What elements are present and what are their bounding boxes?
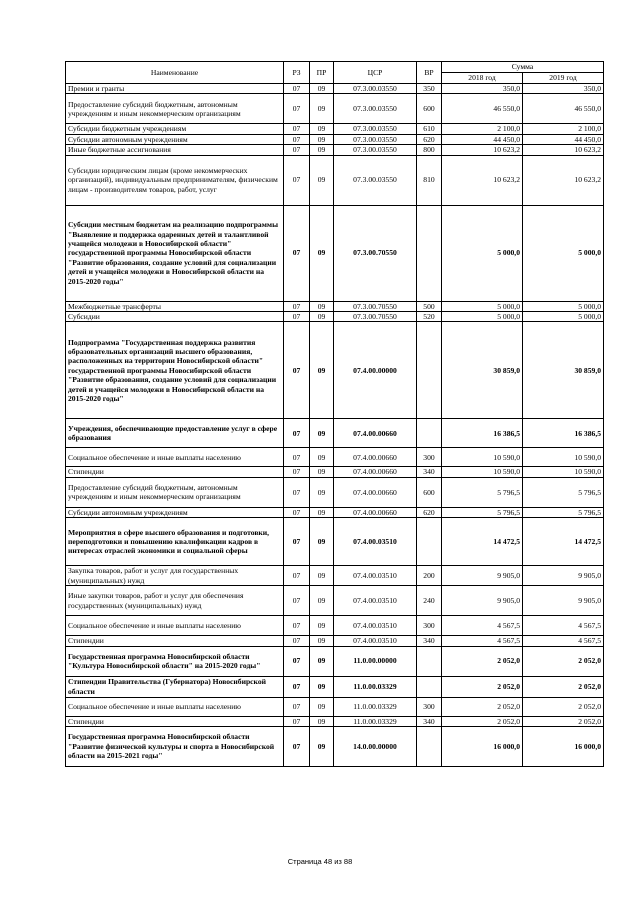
cell-csr: 07.3.00.03550 [334, 155, 417, 205]
cell-sum-2019: 4 567,5 [523, 616, 604, 636]
header-rz: РЗ [284, 62, 310, 84]
cell-rz: 07 [284, 301, 310, 311]
cell-rz: 07 [284, 697, 310, 716]
cell-vr [417, 676, 442, 697]
table-row [66, 124, 604, 134]
cell-name: Стипендии [66, 716, 284, 726]
cell-pr: 09 [310, 616, 334, 636]
cell-rz: 07 [284, 676, 310, 697]
cell-csr: 07.4.00.00660 [334, 467, 417, 477]
cell-sum-2018: 16 000,0 [442, 727, 523, 767]
cell-pr: 09 [310, 124, 334, 134]
cell-rz: 07 [284, 322, 310, 419]
table-row [66, 155, 604, 205]
cell-sum-2018: 44 450,0 [442, 134, 523, 144]
cell-rz: 07 [284, 312, 310, 322]
cell-name: Социальное обеспечение и иные выплаты населению [66, 697, 284, 716]
cell-pr: 09 [310, 477, 334, 507]
cell-csr: 07.4.00.03510 [334, 518, 417, 566]
table-row [66, 477, 604, 507]
cell-sum-2019: 5 796,5 [523, 507, 604, 517]
budget-sheet [65, 61, 603, 767]
cell-sum-2019: 16 000,0 [523, 727, 604, 767]
table-row [66, 676, 604, 697]
cell-name: Мероприятия в сфере высшего образования и подготовки, переподготовки и повышению квалификации кадров в интересах отраслей экономики и социальной сферы [66, 518, 284, 566]
cell-name: Государственная программа Новосибирской области "Культура Новосибирской области" на 2015-2020 годы" [66, 646, 284, 676]
cell-vr: 600 [417, 477, 442, 507]
cell-sum-2018: 46 550,0 [442, 94, 523, 124]
cell-sum-2019: 2 052,0 [523, 716, 604, 726]
table-row [66, 716, 604, 726]
cell-rz: 07 [284, 145, 310, 155]
cell-name: Субсидии юридическим лицам (кроме некоммерческих организаций), индивидуальным предпринимателям, физическим лицам - производителям товаров, работ, услуг [66, 155, 284, 205]
cell-sum-2018: 10 623,2 [442, 155, 523, 205]
header-sum: Сумма [442, 62, 604, 73]
cell-pr: 09 [310, 586, 334, 616]
cell-csr: 07.4.00.00660 [334, 448, 417, 467]
table-row [66, 467, 604, 477]
cell-csr: 07.4.00.03510 [334, 636, 417, 646]
cell-sum-2019: 10 590,0 [523, 448, 604, 467]
table-row [66, 616, 604, 636]
header-vr: ВР [417, 62, 442, 84]
cell-pr: 09 [310, 697, 334, 716]
cell-sum-2018: 5 000,0 [442, 301, 523, 311]
cell-rz: 07 [284, 467, 310, 477]
table-row [66, 448, 604, 467]
cell-name: Подпрограмма "Государственная поддержка развития образовательных организаций высшего образования, расположенных на территории Новосибирской области" государственной программы Новосибирской области "Развитие образования, создание условий для социализации детей и учащейся молодежи в Новосибирской области на 2015-2020 годы" [66, 322, 284, 419]
cell-sum-2018: 2 052,0 [442, 716, 523, 726]
cell-sum-2018: 5 000,0 [442, 312, 523, 322]
table-row [66, 518, 604, 566]
cell-name: Субсидии автономным учреждениям [66, 134, 284, 144]
cell-sum-2019: 46 550,0 [523, 94, 604, 124]
cell-sum-2019: 5 000,0 [523, 312, 604, 322]
cell-sum-2018: 9 905,0 [442, 586, 523, 616]
cell-vr [417, 646, 442, 676]
table-row [66, 727, 604, 767]
cell-pr: 09 [310, 301, 334, 311]
cell-pr: 09 [310, 727, 334, 767]
cell-rz: 07 [284, 84, 310, 94]
header-csr: ЦСР [334, 62, 417, 84]
cell-sum-2019: 10 623,2 [523, 155, 604, 205]
cell-name: Государственная программа Новосибирской области "Развитие физической культуры и спорта в Новосибирской области на 2015-2021 годы" [66, 727, 284, 767]
cell-csr: 07.4.00.00660 [334, 477, 417, 507]
cell-sum-2019: 10 623,2 [523, 145, 604, 155]
table-row [66, 84, 604, 94]
cell-rz: 07 [284, 477, 310, 507]
cell-rz: 07 [284, 124, 310, 134]
cell-csr: 07.4.00.00000 [334, 322, 417, 419]
cell-rz: 07 [284, 518, 310, 566]
cell-csr: 11.0.00.03329 [334, 697, 417, 716]
cell-csr: 14.0.00.00000 [334, 727, 417, 767]
cell-pr: 09 [310, 205, 334, 301]
cell-pr: 09 [310, 419, 334, 448]
cell-vr: 600 [417, 94, 442, 124]
cell-vr [417, 205, 442, 301]
cell-rz: 07 [284, 727, 310, 767]
table-row [66, 134, 604, 144]
cell-vr: 300 [417, 616, 442, 636]
cell-pr: 09 [310, 322, 334, 419]
cell-sum-2019: 5 796,5 [523, 477, 604, 507]
cell-sum-2018: 5 796,5 [442, 507, 523, 517]
cell-sum-2019: 10 590,0 [523, 467, 604, 477]
cell-vr: 300 [417, 448, 442, 467]
cell-csr: 07.3.00.03550 [334, 124, 417, 134]
table-header [66, 62, 604, 84]
cell-pr: 09 [310, 507, 334, 517]
cell-pr: 09 [310, 566, 334, 586]
cell-sum-2018: 16 386,5 [442, 419, 523, 448]
cell-rz: 07 [284, 419, 310, 448]
cell-vr: 520 [417, 312, 442, 322]
table-row [66, 697, 604, 716]
cell-sum-2019: 9 905,0 [523, 586, 604, 616]
cell-pr: 09 [310, 155, 334, 205]
cell-pr: 09 [310, 676, 334, 697]
table-row [66, 646, 604, 676]
cell-pr: 09 [310, 518, 334, 566]
cell-vr: 340 [417, 636, 442, 646]
table-body [66, 84, 604, 767]
cell-pr: 09 [310, 145, 334, 155]
cell-sum-2019: 14 472,5 [523, 518, 604, 566]
cell-rz: 07 [284, 566, 310, 586]
cell-sum-2018: 30 859,0 [442, 322, 523, 419]
cell-name: Стипендии Правительства (Губернатора) Новосибирской области [66, 676, 284, 697]
cell-vr: 340 [417, 716, 442, 726]
cell-vr: 810 [417, 155, 442, 205]
cell-csr: 07.4.00.00660 [334, 419, 417, 448]
cell-name: Предоставление субсидий бюджетным, автономным учреждениям и иным некоммерческим организациям [66, 477, 284, 507]
cell-sum-2018: 14 472,5 [442, 518, 523, 566]
cell-csr: 07.4.00.00660 [334, 507, 417, 517]
cell-sum-2019: 4 567,5 [523, 636, 604, 646]
cell-name: Предоставление субсидий бюджетным, автономным учреждениям и иным некоммерческим организациям [66, 94, 284, 124]
cell-sum-2018: 5 796,5 [442, 477, 523, 507]
table-row [66, 94, 604, 124]
cell-sum-2018: 350,0 [442, 84, 523, 94]
cell-sum-2018: 5 000,0 [442, 205, 523, 301]
cell-name: Субсидии бюджетным учреждениям [66, 124, 284, 134]
cell-name: Иные бюджетные ассигнования [66, 145, 284, 155]
table-row [66, 312, 604, 322]
cell-sum-2019: 2 052,0 [523, 676, 604, 697]
cell-pr: 09 [310, 84, 334, 94]
cell-name: Субсидии местным бюджетам на реализацию подпрограммы "Выявление и поддержка одаренных детей и талантливой учащейся молодежи в Новосибирской области" государственной программы Новосибирской области "Развитие образования, создание условий для социализации детей и учащейся молодежи в Новосибирской области на 2015-2020 годы" [66, 205, 284, 301]
cell-pr: 09 [310, 467, 334, 477]
cell-csr: 11.0.00.00000 [334, 646, 417, 676]
cell-csr: 07.3.00.70550 [334, 301, 417, 311]
cell-sum-2019: 2 052,0 [523, 646, 604, 676]
cell-vr [417, 518, 442, 566]
header-pr: ПР [310, 62, 334, 84]
cell-name: Учреждения, обеспечивающие предоставление услуг в сфере образования [66, 419, 284, 448]
cell-sum-2018: 2 052,0 [442, 697, 523, 716]
cell-rz: 07 [284, 94, 310, 124]
cell-vr: 200 [417, 566, 442, 586]
cell-vr: 620 [417, 507, 442, 517]
cell-name: Социальное обеспечение и иные выплаты населению [66, 616, 284, 636]
cell-vr [417, 727, 442, 767]
cell-rz: 07 [284, 586, 310, 616]
cell-name: Стипендии [66, 636, 284, 646]
cell-pr: 09 [310, 636, 334, 646]
cell-vr: 500 [417, 301, 442, 311]
table-row [66, 145, 604, 155]
cell-rz: 07 [284, 646, 310, 676]
cell-vr [417, 322, 442, 419]
cell-sum-2019: 350,0 [523, 84, 604, 94]
cell-csr: 07.3.00.70550 [334, 312, 417, 322]
budget-table [65, 61, 604, 767]
cell-sum-2018: 2 100,0 [442, 124, 523, 134]
cell-sum-2019: 9 905,0 [523, 566, 604, 586]
cell-vr [417, 419, 442, 448]
cell-rz: 07 [284, 448, 310, 467]
cell-csr: 11.0.00.03329 [334, 716, 417, 726]
cell-sum-2018: 2 052,0 [442, 676, 523, 697]
page-number: Страница 48 из 88 [287, 857, 353, 866]
cell-name: Закупка товаров, работ и услуг для государственных (муниципальных) нужд [66, 566, 284, 586]
cell-name: Стипендии [66, 467, 284, 477]
cell-rz: 07 [284, 716, 310, 726]
cell-vr: 350 [417, 84, 442, 94]
cell-name: Субсидии автономным учреждениям [66, 507, 284, 517]
cell-csr: 07.4.00.03510 [334, 566, 417, 586]
cell-csr: 07.3.00.03550 [334, 134, 417, 144]
cell-sum-2019: 5 000,0 [523, 301, 604, 311]
cell-vr: 610 [417, 124, 442, 134]
cell-csr: 07.4.00.03510 [334, 616, 417, 636]
cell-pr: 09 [310, 448, 334, 467]
header-year-2018: 2018 год [442, 73, 523, 84]
cell-csr: 07.3.00.03550 [334, 94, 417, 124]
header-year-2019: 2019 год [523, 73, 604, 84]
cell-pr: 09 [310, 646, 334, 676]
cell-sum-2018: 10 590,0 [442, 448, 523, 467]
cell-pr: 09 [310, 94, 334, 124]
table-row [66, 636, 604, 646]
cell-csr: 07.3.00.70550 [334, 205, 417, 301]
cell-vr: 300 [417, 697, 442, 716]
cell-name: Межбюджетные трансферты [66, 301, 284, 311]
cell-name: Премии и гранты [66, 84, 284, 94]
cell-vr: 800 [417, 145, 442, 155]
cell-csr: 07.3.00.03550 [334, 145, 417, 155]
cell-sum-2018: 2 052,0 [442, 646, 523, 676]
cell-sum-2019: 16 386,5 [523, 419, 604, 448]
cell-sum-2019: 2 100,0 [523, 124, 604, 134]
table-row [66, 322, 604, 419]
cell-sum-2019: 5 000,0 [523, 205, 604, 301]
cell-sum-2018: 10 590,0 [442, 467, 523, 477]
cell-rz: 07 [284, 507, 310, 517]
cell-csr: 07.4.00.03510 [334, 586, 417, 616]
table-row [66, 419, 604, 448]
cell-vr: 340 [417, 467, 442, 477]
cell-sum-2018: 4 567,5 [442, 616, 523, 636]
cell-rz: 07 [284, 134, 310, 144]
cell-pr: 09 [310, 134, 334, 144]
table-row [66, 586, 604, 616]
table-row [66, 301, 604, 311]
cell-csr: 11.0.00.03329 [334, 676, 417, 697]
cell-sum-2018: 10 623,2 [442, 145, 523, 155]
cell-sum-2019: 2 052,0 [523, 697, 604, 716]
cell-rz: 07 [284, 636, 310, 646]
table-row [66, 205, 604, 301]
table-row [66, 566, 604, 586]
cell-csr: 07.3.00.03550 [334, 84, 417, 94]
header-name: Наименование [66, 62, 284, 84]
cell-name: Субсидии [66, 312, 284, 322]
cell-rz: 07 [284, 155, 310, 205]
cell-vr: 620 [417, 134, 442, 144]
cell-pr: 09 [310, 716, 334, 726]
cell-pr: 09 [310, 312, 334, 322]
cell-rz: 07 [284, 205, 310, 301]
cell-name: Иные закупки товаров, работ и услуг для обеспечения государственных (муниципальных) нужд [66, 586, 284, 616]
cell-name: Социальное обеспечение и иные выплаты населению [66, 448, 284, 467]
cell-vr: 240 [417, 586, 442, 616]
cell-rz: 07 [284, 616, 310, 636]
cell-sum-2018: 4 567,5 [442, 636, 523, 646]
cell-sum-2019: 44 450,0 [523, 134, 604, 144]
cell-sum-2018: 9 905,0 [442, 566, 523, 586]
table-row [66, 507, 604, 517]
cell-sum-2019: 30 859,0 [523, 322, 604, 419]
